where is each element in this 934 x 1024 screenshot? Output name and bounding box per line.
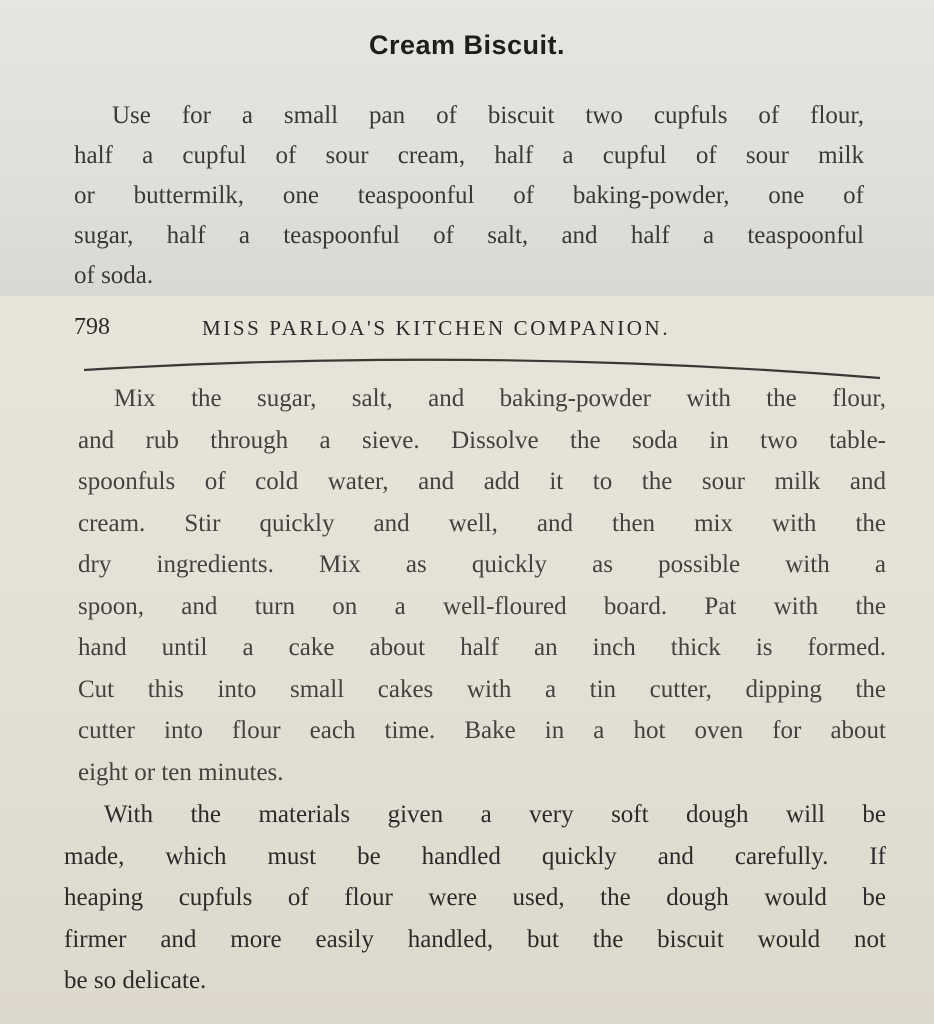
text-line: Cut this into small cakes with a tin cutter, dipping the	[78, 675, 886, 703]
running-head: MISS PARLOA'S KITCHEN COMPANION.	[202, 316, 671, 340]
text-line: heaping cupfuls of flour were used, the dough would be	[64, 884, 886, 911]
text-line: dry ingredients. Mix as quickly as possible with a	[78, 551, 886, 578]
text-line: With the materials given a very soft dough will be	[104, 801, 886, 828]
text-line: or buttermilk, one teaspoonful of baking-powder, one of	[74, 182, 864, 209]
page-header	[74, 312, 864, 352]
method-paragraph	[78, 378, 886, 793]
text-line: spoon, and turn on a well-floured board. Pat with the	[78, 592, 886, 620]
text-line: of soda.	[74, 262, 154, 289]
text-line: hand until a cake about half an inch thick is formed.	[78, 634, 886, 661]
clipped-recipe-strip	[0, 0, 934, 296]
text-line: spoonfuls of cold water, and add it to the sour milk and	[78, 468, 886, 495]
page-number: 798	[74, 314, 110, 340]
text-line: made, which must be handled quickly and carefully. If	[64, 842, 886, 870]
text-line: half a cupful of sour cream, half a cupful of sour milk	[74, 142, 864, 169]
text-line: be so delicate.	[64, 967, 207, 994]
notes-paragraph	[64, 794, 886, 1002]
text-line: cream. Stir quickly and well, and then mix with the	[78, 509, 886, 537]
recipe-title: Cream Biscuit.	[368, 30, 566, 60]
recipe-intro-paragraph	[74, 96, 864, 296]
text-line: Mix the sugar, salt, and baking-powder with the flour,	[114, 385, 886, 412]
text-line: Use for a small pan of biscuit two cupfuls of flour,	[112, 102, 864, 129]
text-line: firmer and more easily handled, but the biscuit would not	[64, 925, 886, 953]
text-line: and rub through a sieve. Dissolve the soda in two table-	[78, 426, 886, 454]
text-line: eight or ten minutes.	[78, 758, 284, 786]
text-line: sugar, half a teaspoonful of salt, and half a teaspoonful	[74, 222, 864, 249]
text-line: cutter into flour each time. Bake in a hot oven for about	[78, 717, 886, 744]
